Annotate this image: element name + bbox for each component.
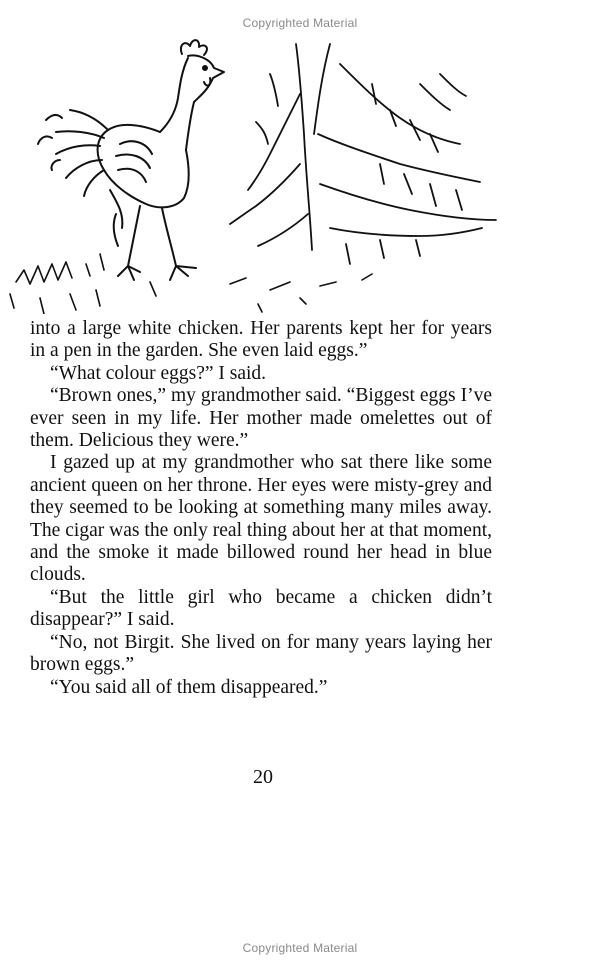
- paragraph: I gazed up at my grandmother who sat there like some ancient queen on her throne. Her eyes were misty-grey and they seemed to be looking at something many miles away. The cigar was the only real thing about her at that moment, and the smoke it made billowed round her head in blue clouds.: [30, 452, 492, 586]
- copyright-watermark-top: Copyrighted Material: [242, 16, 358, 30]
- page-number: 20: [253, 766, 273, 788]
- paragraph: “What colour eggs?” I said.: [50, 362, 267, 384]
- chicken-drawing-icon: [38, 40, 224, 280]
- paragraph: “But the little girl who became a chicken didn’t disappear?” I said.: [30, 586, 492, 631]
- grass-drawing-icon: [10, 254, 372, 314]
- copyright-watermark-bottom: Copyrighted Material: [242, 941, 358, 955]
- paragraph: “You said all of them disappeared.”: [50, 676, 328, 698]
- page-body-text: [30, 318, 492, 699]
- paragraph: “No, not Birgit. She lived on for many years laying her brown eggs.”: [30, 631, 492, 676]
- fir-tree-drawing-icon: [230, 44, 496, 264]
- paragraph: into a large white chicken. Her parents kept her for years in a pen in the garden. She even laid eggs.”: [30, 318, 492, 362]
- chicken-and-tree-illustration: [0, 14, 600, 314]
- paragraph: “Brown ones,” my grandmother said. “Biggest eggs I’ve ever seen in my life. Her mother made omelettes out of them. Delicious they were.”: [30, 385, 492, 452]
